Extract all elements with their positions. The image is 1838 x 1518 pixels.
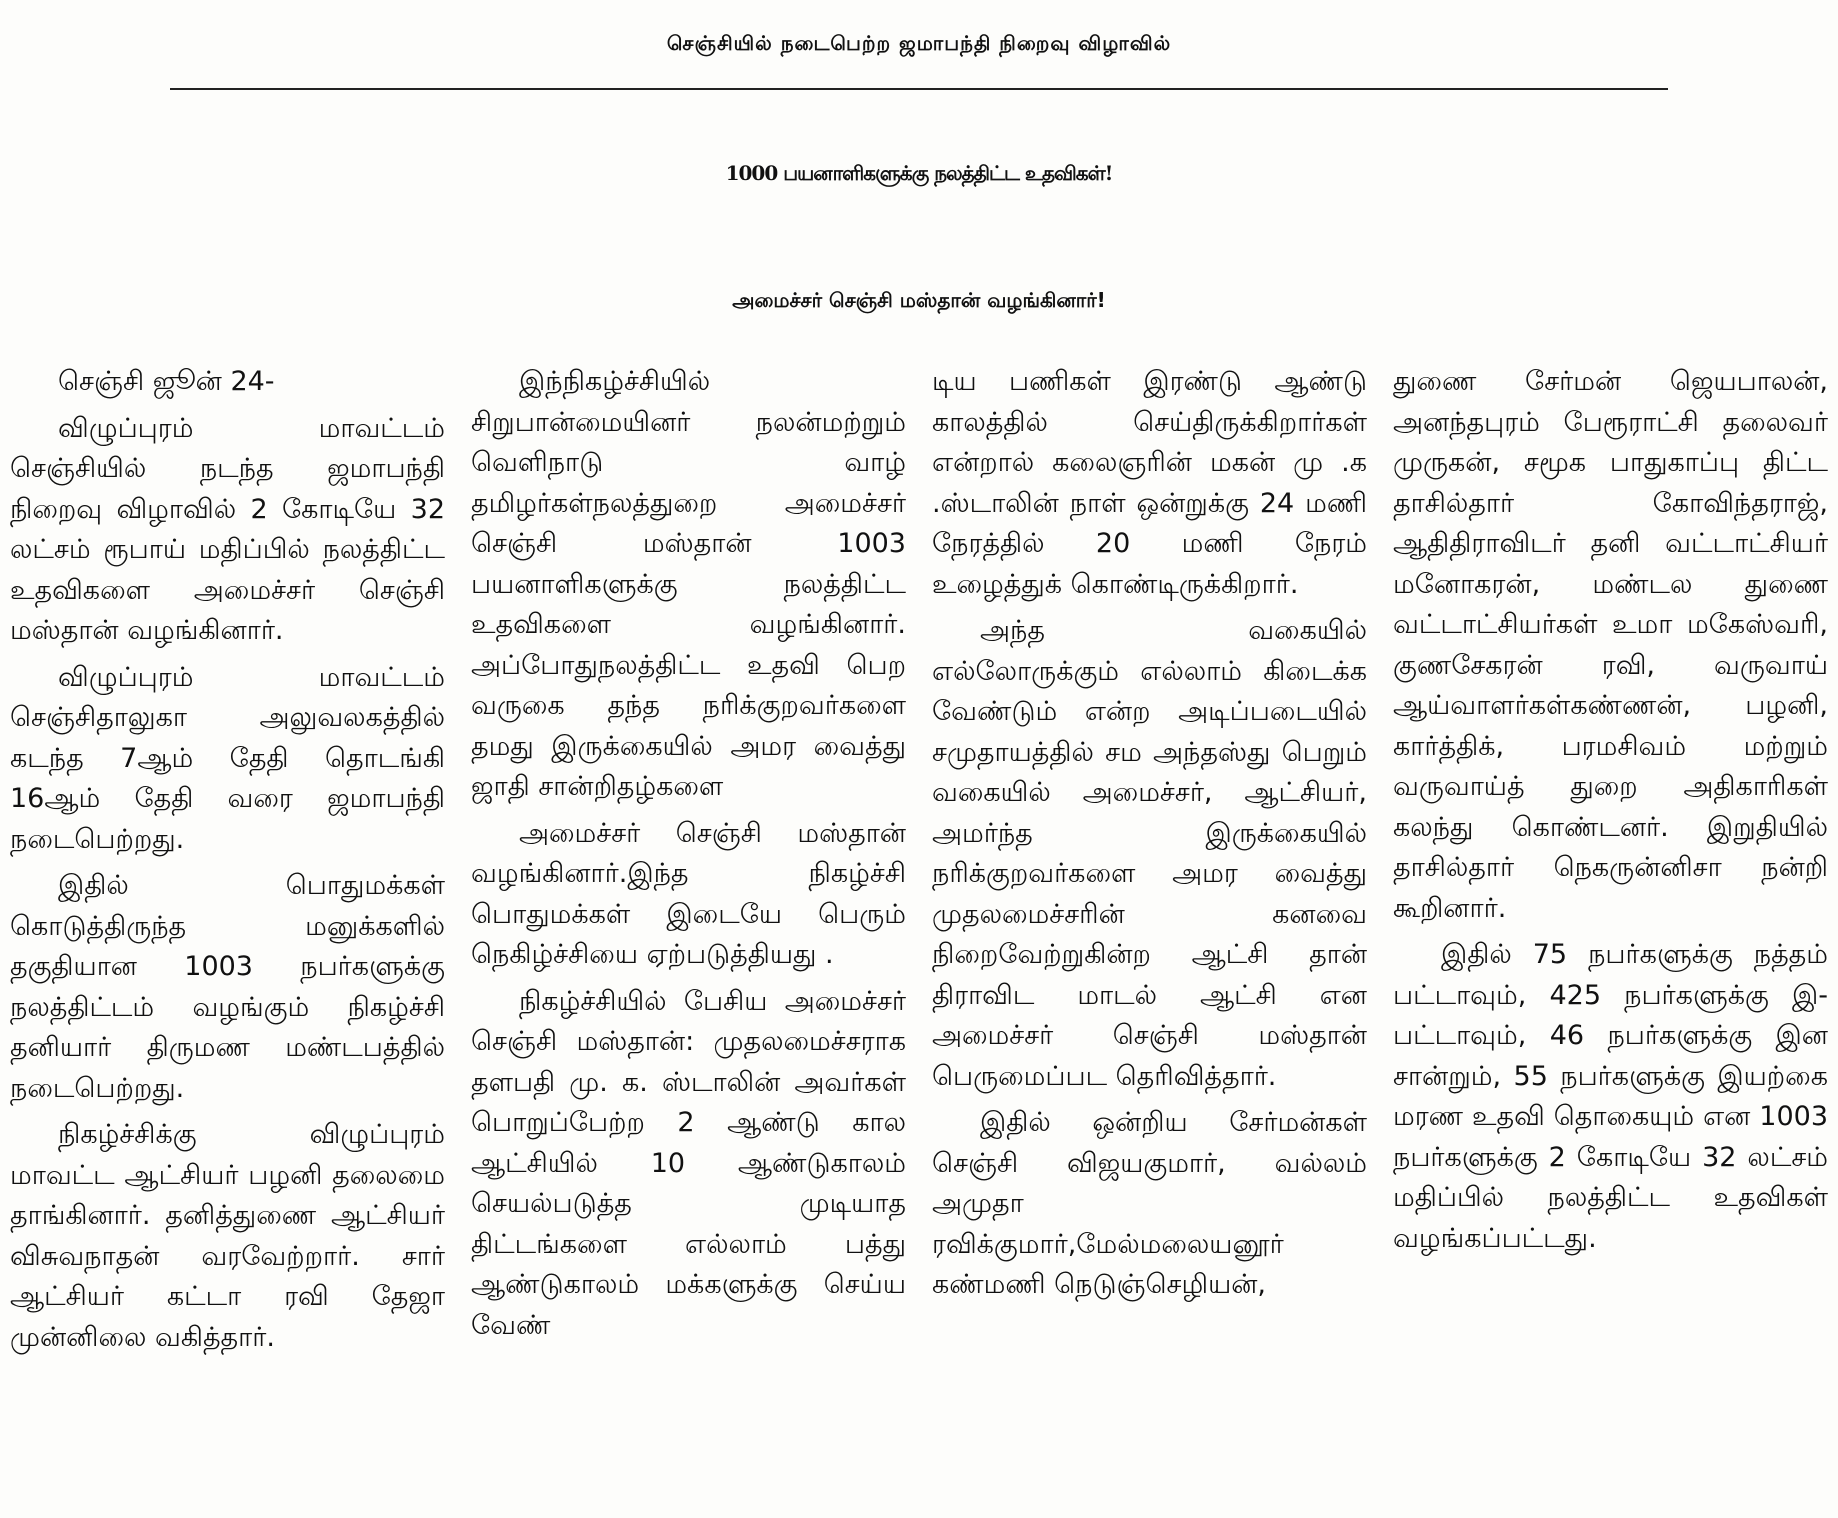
article-paragraph: இதில் 75 நபர்களுக்கு நத்தம் பட்டாவும், 425 நபர்களுக்கு இ-பட்டாவும், 46 நபர்களுக்கு இன சான்றும், 55 நபர்களுக்கு இயற்கை மரண உதவி தொகையும் என 1003 நபர்களுக்கு 2 கோடியே 32 லட்சம் மதிப்பில் நலத்திட்ட உதவிகள் வழங்கப்பட்டது. — [1393, 939, 1828, 1254]
article-paragraph: விழுப்புரம் மாவட்டம் செஞ்சிதாலுகா அலுவலகத்தில் கடந்த 7ஆம் தேதி தொடங்கி 16ஆம் தேதி வரை ஜமாபந்தி நடைபெற்றது. — [10, 661, 445, 855]
article-column-1 — [10, 362, 445, 1502]
article-paragraph: இதில் ஒன்றிய சேர்மன்கள் செஞ்சி விஜயகுமார், வல்லம் அமுதா ரவிக்குமார்,மேல்மலையனூர் கண்மணி நெடுஞ்செழியன், — [932, 1107, 1367, 1300]
article-paragraph: இதில் பொதுமக்கள் கொடுத்திருந்த மனுக்களில் தகுதியான 1003 நபர்களுக்கு நலத்திட்டம் வழங்கும் நிகழ்ச்சி தனியார் திருமண மண்டபத்தில் நடைபெற்றது. — [10, 870, 445, 1104]
article-paragraph: நிகழ்ச்சியில் பேசிய அமைச்சர் செஞ்சி மஸ்தான்: முதலமைச்சராக தளபதி மு. க. ஸ்டாலின் அவர்கள் பொறுப்பேற்ற 2 ஆண்டு கால ஆட்சியில் 10 ஆண்டுகாலம் செயல்படுத்த முடியாத திட்டங்களை எல்லாம் பத்து ஆண்டுகாலம் மக்களுக்கு செய்ய வேண் — [471, 985, 906, 1341]
article-paragraph: டிய பணிகள் இரண்டு ஆண்டு காலத்தில் செய்திருக்கிறார்கள் என்றால் கலைஞரின் மகன் மு .க .ஸ்டாலின் நாள் ஒன்றுக்கு 24 மணி நேரத்தில் 20 மணி நேரம் உழைத்துக் கொண்டிருக்கிறார். — [932, 366, 1367, 600]
article-subheadline: அமைச்சர் செஞ்சி மஸ்தான் வழங்கினார்! — [732, 288, 1106, 312]
kicker-divider — [170, 88, 1668, 90]
article-paragraph: துணை சேர்மன் ஜெயபாலன், அனந்தபுரம் பேரூராட்சி தலைவர் முருகன், சமூக பாதுகாப்பு திட்ட தாசில்தார் கோவிந்தராஜ், ஆதிதிராவிடர் தனி வட்டாட்சியர் மனோகரன், மண்டல துணை வட்டாட்சியர்கள் உமா மகேஸ்வரி, குணசேகரன் ரவி, வருவாய் ஆய்வாளர்கள்கண்ணன், பழனி, கார்த்திக், பரமசிவம் மற்றும் வருவாய்த் துறை அதிகாரிகள் கலந்து கொண்டனர். இறுதியில் தாசில்தார் நெகருன்னிசா நன்றி கூறினார். — [1393, 366, 1828, 924]
article-column-4 — [1393, 362, 1828, 1502]
article-body — [10, 362, 1828, 1502]
dateline: செஞ்சி ஜூன் 24- — [58, 366, 275, 397]
article-headline: 1000 பயனாளிகளுக்கு நலத்திட்ட உதவிகள்! — [725, 161, 1113, 185]
article-column-2 — [471, 362, 906, 1502]
article-paragraph: நிகழ்ச்சிக்கு விழுப்புரம் மாவட்ட ஆட்சியர் பழனி தலைமை தாங்கினார். தனித்துணை ஆட்சியர் விசுவநாதன் வரவேற்றார். சார் ஆட்சியர் கட்டா ரவி தேஜா முன்னிலை வகித்தார். — [10, 1119, 445, 1353]
article-paragraph: அந்த வகையில் எல்லோருக்கும் எல்லாம் கிடைக்க வேண்டும் என்ற அடிப்படையில் சமுதாயத்தில் சம அந்தஸ்து பெறும் வகையில் அமைச்சர், ஆட்சியர், அமர்ந்த இருக்கையில் நரிக்குறவர்களை அமர வைத்து முதலமைச்சரின் கனவை நிறைவேற்றுகின்ற ஆட்சி தான் திராவிட மாடல் ஆட்சி என அமைச்சர் செஞ்சி மஸ்தான் பெருமைப்பட தெரிவித்தார். — [932, 615, 1367, 1092]
article-column-3 — [932, 362, 1367, 1502]
article-paragraph: இந்நிகழ்ச்சியில் சிறுபான்மையினர் நலன்மற்றும் வெளிநாடு வாழ் தமிழர்கள்நலத்துறை அமைச்சர் செஞ்சி மஸ்தான் 1003 பயனாளிகளுக்கு நலத்திட்ட உதவிகளை வழங்கினார். அப்போதுநலத்திட்ட உதவி பெற வருகை தந்த நரிக்குறவர்களை தமது இருக்கையில் அமர வைத்து ஜாதி சான்றிதழ்களை — [471, 366, 906, 802]
article-kicker: செஞ்சியில் நடைபெற்ற ஜமாபந்தி நிறைவு விழாவில் — [666, 31, 1172, 55]
article-paragraph: விழுப்புரம் மாவட்டம் செஞ்சியில் நடந்த ஜமாபந்தி நிறைவு விழாவில் 2 கோடியே 32 லட்சம் ரூபாய் மதிப்பில் நலத்திட்ட உதவிகளை அமைச்சர் செஞ்சி மஸ்தான் வழங்கினார். — [10, 412, 445, 646]
article-paragraph: அமைச்சர் செஞ்சி மஸ்தான் வழங்கினார்.இந்த நிகழ்ச்சி பொதுமக்கள் இடையே பெரும் நெகிழ்ச்சியை ஏற்படுத்தியது . — [471, 817, 906, 970]
